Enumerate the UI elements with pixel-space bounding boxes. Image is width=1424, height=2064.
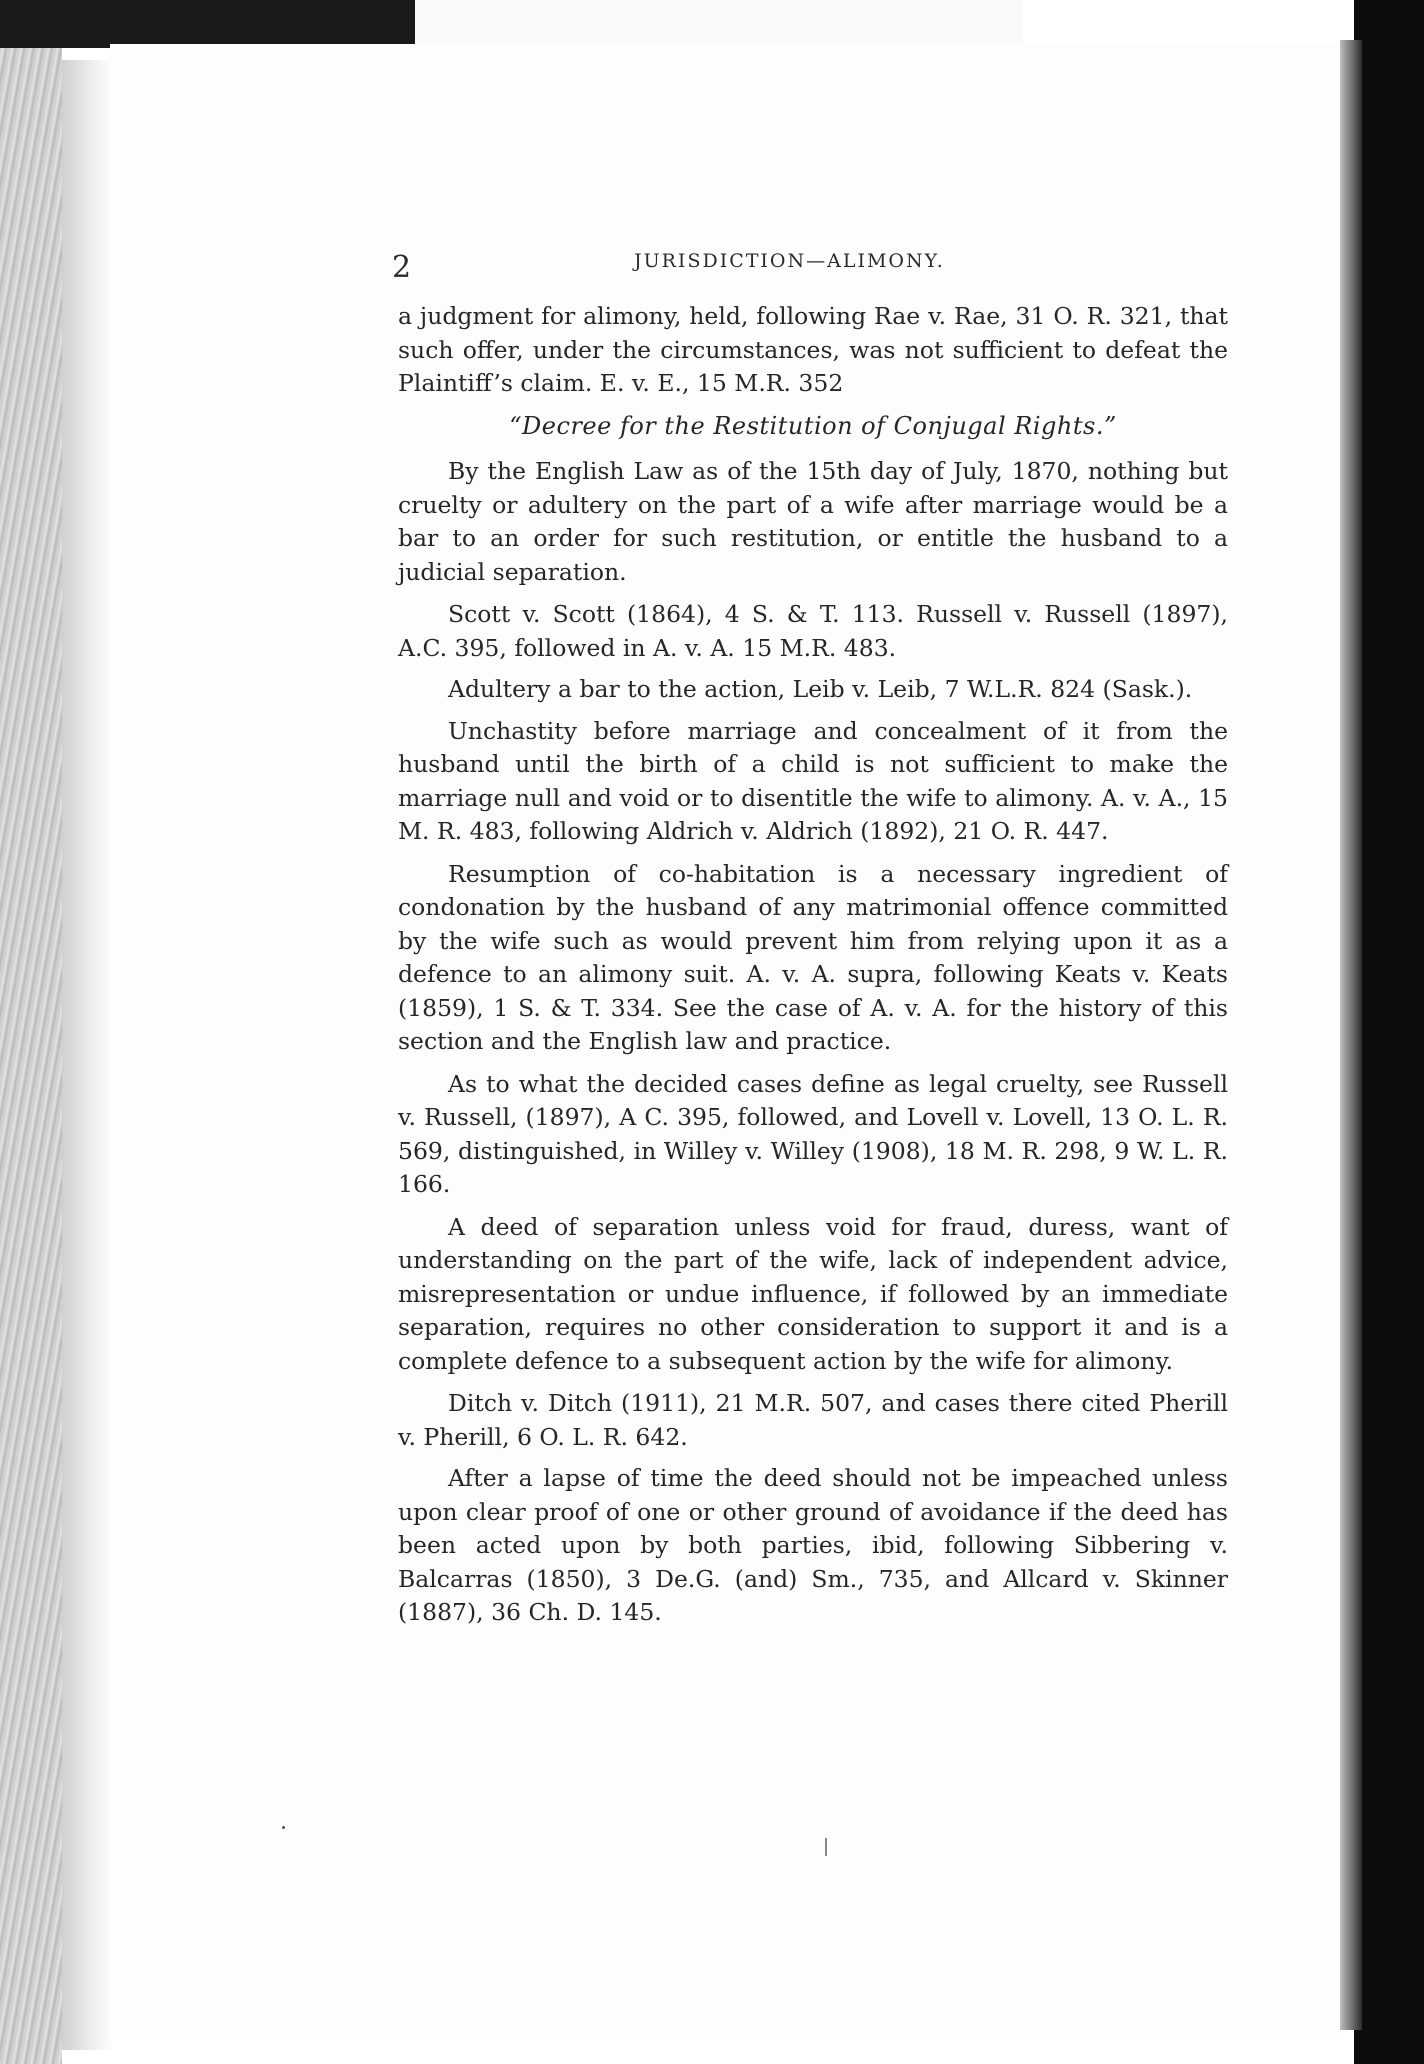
page-body: [398, 300, 1228, 1639]
page-number: 2: [392, 250, 412, 285]
paragraph: A deed of separation unless void for fraud, duress, want of understanding on the part of the wife, lack of independent advice, misrepresentation or undue influence, if followed by an immediate separation, requires no other consideration to support it and is a complete defence to a subsequent action by the wife for alimony.: [398, 1212, 1228, 1375]
scan-border-right: [1354, 0, 1424, 2064]
section-heading: “Decree for the Restitution of Conjugal Rights.”: [509, 411, 1117, 440]
running-head: JURISDICTION—ALIMONY.: [634, 250, 945, 272]
paragraph: After a lapse of time the deed should not be impeached unless upon clear proof of one or other ground of avoidance if the deed has been acted upon by both parties, ibid, following Sibbering v. Balcarras (1850), 3 De.G. (and) Sm., 735, and Allcard v. Skinner (1887), 36 Ch. D. 145.: [398, 1464, 1228, 1626]
page-gutter-left: [62, 60, 112, 2050]
paragraph: As to what the decided cases define as legal cruelty, see Russell v. Russell, (1897), A C. 395, followed, and Lovell v. Lovell, 13 O. L. R. 569, distinguished, in Willey v. Willey (1908), 18 M. R. 298, 9 W. L. R. 166.: [398, 1069, 1228, 1198]
citation-paragraph: Ditch v. Ditch (1911), 21 M.R. 507, and cases there cited Pherill v. Pherill, 6 O. L. R. 642.: [398, 1389, 1228, 1451]
scan-border-top-gap: [415, 0, 1023, 48]
paragraph: Unchastity before marriage and concealment of it from the husband until the birth of a child is not sufficient to make the marriage null and void or to disentitle the wife to alimony. A. v. A., 15 M. R. 483, following Aldrich v. Aldrich (1892), 21 O. R. 447.: [398, 716, 1228, 845]
scan-mark: [825, 1838, 827, 1856]
paragraph: Resumption of co-habitation is a necessary ingredient of condonation by the husband of any matrimonial offence committed by the wife such as would prevent him from relying upon it as a defence to an alimony suit. A. v. A. supra, following Keats v. Keats (1859), 1 S. & T. 334. See the case of A. v. A. for the history of this section and the English law and practice.: [398, 859, 1228, 1055]
scan-border-top-left: [0, 0, 415, 48]
book-edge-left: [0, 48, 62, 2064]
paragraph-continuation: a judgment for alimony, held, following Rae v. Rae, 31 O. R. 321, that such offer, under the circumstances, was not sufficient to defeat the Plaintiff’s claim. E. v. E., 15 M.R. 352: [398, 302, 1228, 397]
page-edge-right: [1340, 40, 1362, 2030]
paragraph: By the English Law as of the 15th day of July, 1870, nothing but cruelty or adultery on the part of a wife after marriage would be a bar to an order for such restitution, or entitle the husband to a judicial separation.: [398, 457, 1228, 586]
citation-paragraph: Scott v. Scott (1864), 4 S. & T. 113. Russell v. Russell (1897), A.C. 395, followed in A. v. A. 15 M.R. 483.: [398, 600, 1228, 662]
citation-paragraph: Adultery a bar to the action, Leib v. Leib, 7 W.L.R. 824 (Sask.).: [448, 675, 1193, 703]
scan-speck: [282, 1826, 285, 1829]
